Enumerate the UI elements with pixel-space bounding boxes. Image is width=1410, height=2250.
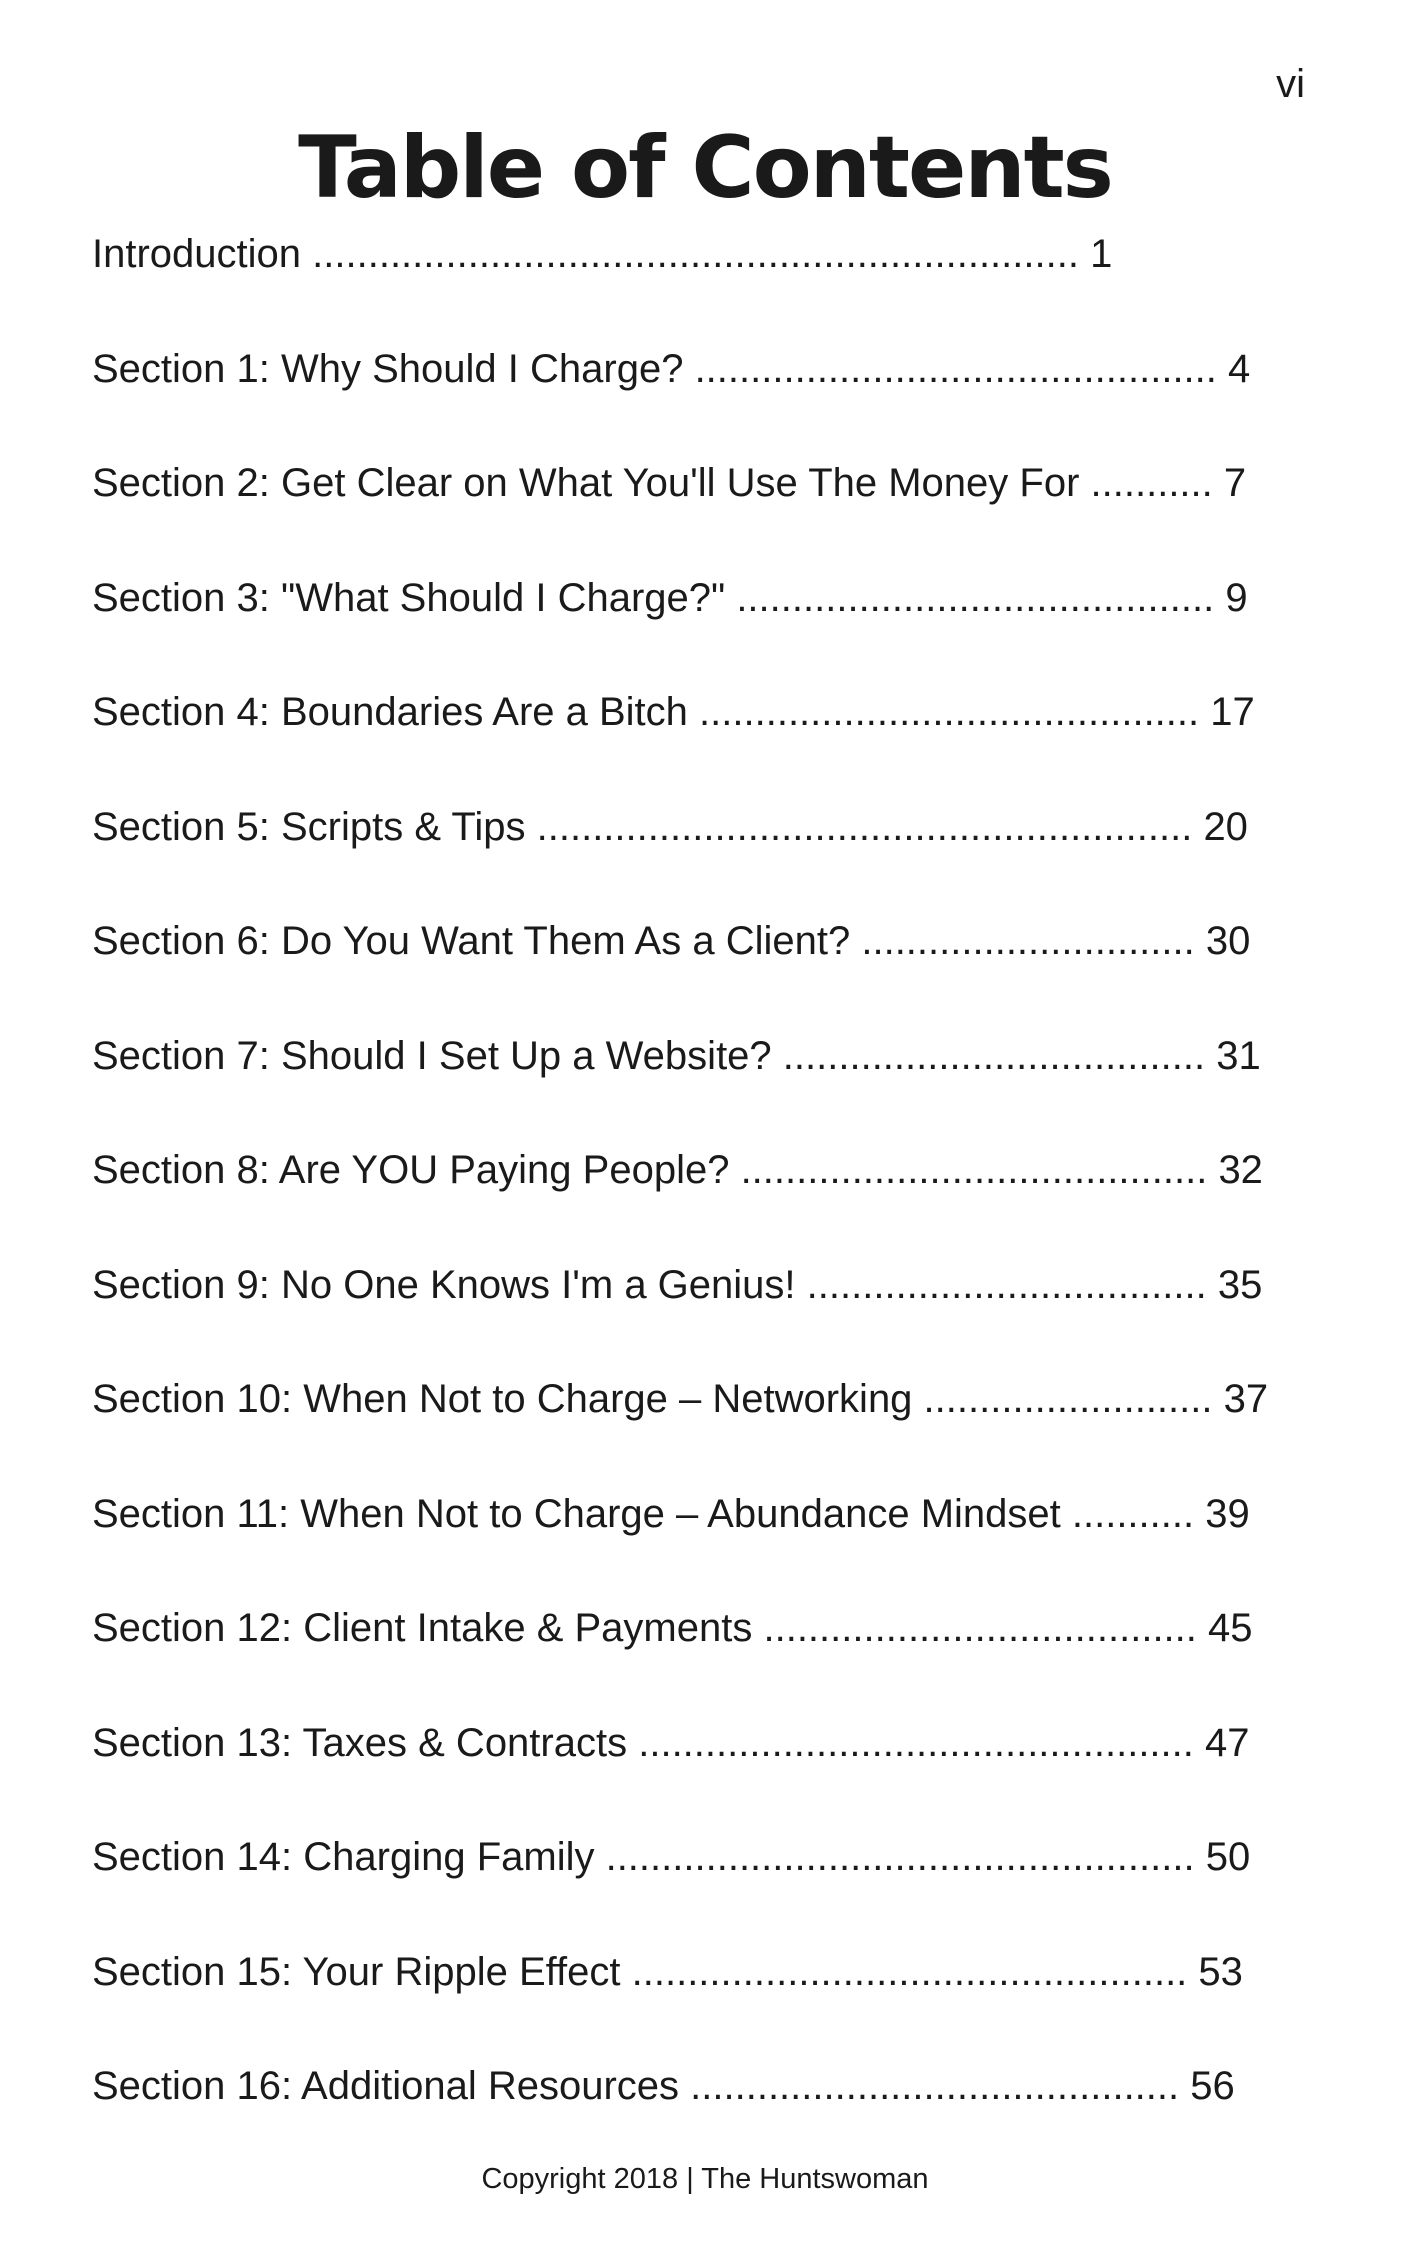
toc-entry-label: Section 2: Get Clear on What You'll Use The Money For (92, 461, 1080, 505)
toc-dot-leader: ............................................ (679, 2064, 1191, 2108)
toc-dot-leader: .................................... (795, 1262, 1218, 1307)
toc-dot-leader: ....................................... (752, 1606, 1209, 1650)
toc-dot-leader: ............................................. (687, 690, 1211, 734)
toc-dot-leader: ..................................................................... (301, 232, 1091, 276)
toc-entry-label: Section 8: Are YOU Paying People? (92, 1148, 730, 1192)
toc-entry-page: 53 (1198, 1949, 1243, 1994)
toc-entry-page: 39 (1205, 1491, 1250, 1536)
toc-entry-label: Section 14: Charging Family (92, 1835, 595, 1879)
toc-entry-page: 31 (1216, 1033, 1261, 1078)
toc-entry-label: Section 10: When Not to Charge – Networking (92, 1377, 913, 1421)
toc-entry-page: 47 (1205, 1720, 1250, 1765)
toc-entry-page: 30 (1205, 919, 1251, 963)
toc-dot-leader: .......................................... (729, 1148, 1219, 1192)
toc-entry-page: 35 (1217, 1262, 1263, 1307)
toc-entry (92, 909, 1332, 1024)
toc-entry-label: Section 4: Boundaries Are a Bitch (92, 690, 688, 734)
toc-dot-leader: .................................................. (627, 1720, 1205, 1765)
toc-entry-label: Section 3: "What Should I Charge?" (92, 575, 726, 620)
toc-entry-label: Section 11: When Not to Charge – Abundance Mindset (92, 1491, 1061, 1536)
toc-entry (92, 337, 1332, 452)
page-number: vi (1276, 62, 1305, 106)
toc-entry-label: Section 15: Your Ripple Effect (92, 1949, 621, 1994)
toc-entry (92, 1138, 1332, 1253)
toc-dot-leader: .............................. (850, 919, 1206, 963)
toc-entry-label: Section 5: Scripts & Tips (92, 804, 526, 849)
toc-dot-leader: ........... (1079, 461, 1224, 505)
toc-entry-label: Section 7: Should I Set Up a Website? (92, 1033, 772, 1078)
toc-entry-label: Section 13: Taxes & Contracts (92, 1720, 628, 1765)
toc-entry-page: 37 (1223, 1377, 1269, 1421)
toc-entry-page: 4 (1228, 346, 1251, 391)
toc-entry (92, 1596, 1332, 1711)
toc-entry-page: 1 (1090, 232, 1113, 276)
toc-entry (92, 1024, 1332, 1139)
page-title: Table of Contents (298, 118, 1112, 218)
toc-entry (92, 1940, 1332, 2055)
toc-dot-leader: .................................................. (620, 1949, 1199, 1994)
toc-entry-label: Section 6: Do You Want Them As a Client? (92, 919, 851, 963)
toc-entry-page: 17 (1210, 690, 1255, 734)
toc-entry (92, 1367, 1332, 1482)
toc-entry-label: Introduction (92, 232, 302, 276)
toc-entry-page: 20 (1203, 804, 1248, 849)
toc-entry-page: 45 (1208, 1606, 1253, 1650)
toc-entry-page: 56 (1190, 2064, 1235, 2108)
toc-entry (92, 566, 1332, 681)
toc-entry (92, 2054, 1332, 2169)
toc-entry (92, 451, 1332, 566)
toc-entry-page: 7 (1223, 461, 1247, 505)
toc-entry-label: Section 9: No One Knows I'm a Genius! (92, 1262, 796, 1307)
toc-entry-label: Section 16: Additional Resources (92, 2064, 680, 2108)
toc-dot-leader: ........... (1060, 1491, 1206, 1536)
toc-entry (92, 1825, 1332, 1940)
toc-entry (92, 1482, 1332, 1597)
toc-entry-page: 32 (1218, 1148, 1263, 1192)
toc-entry-label: Section 1: Why Should I Charge? (92, 346, 684, 391)
toc-entry-label: Section 12: Client Intake & Payments (92, 1606, 753, 1650)
toc-entry (92, 795, 1332, 910)
toc-dot-leader: ........................................... (725, 575, 1226, 620)
toc-entry-page: 50 (1205, 1835, 1251, 1879)
toc-dot-leader: ..................................................... (594, 1835, 1206, 1879)
copyright-footer: Copyright 2018 | The Huntswoman (481, 2163, 929, 2195)
toc-entry (92, 1253, 1332, 1368)
toc-entry (92, 680, 1332, 795)
toc-dot-leader: ........................................................... (525, 804, 1204, 849)
toc-dot-leader: ...................................... (771, 1033, 1217, 1078)
toc-entry (92, 222, 1332, 337)
toc-entry (92, 1711, 1332, 1826)
toc-entry-page: 9 (1225, 575, 1248, 620)
table-of-contents (92, 222, 1332, 2169)
toc-dot-leader: .......................... (912, 1377, 1224, 1421)
toc-dot-leader: ............................................... (683, 346, 1229, 391)
